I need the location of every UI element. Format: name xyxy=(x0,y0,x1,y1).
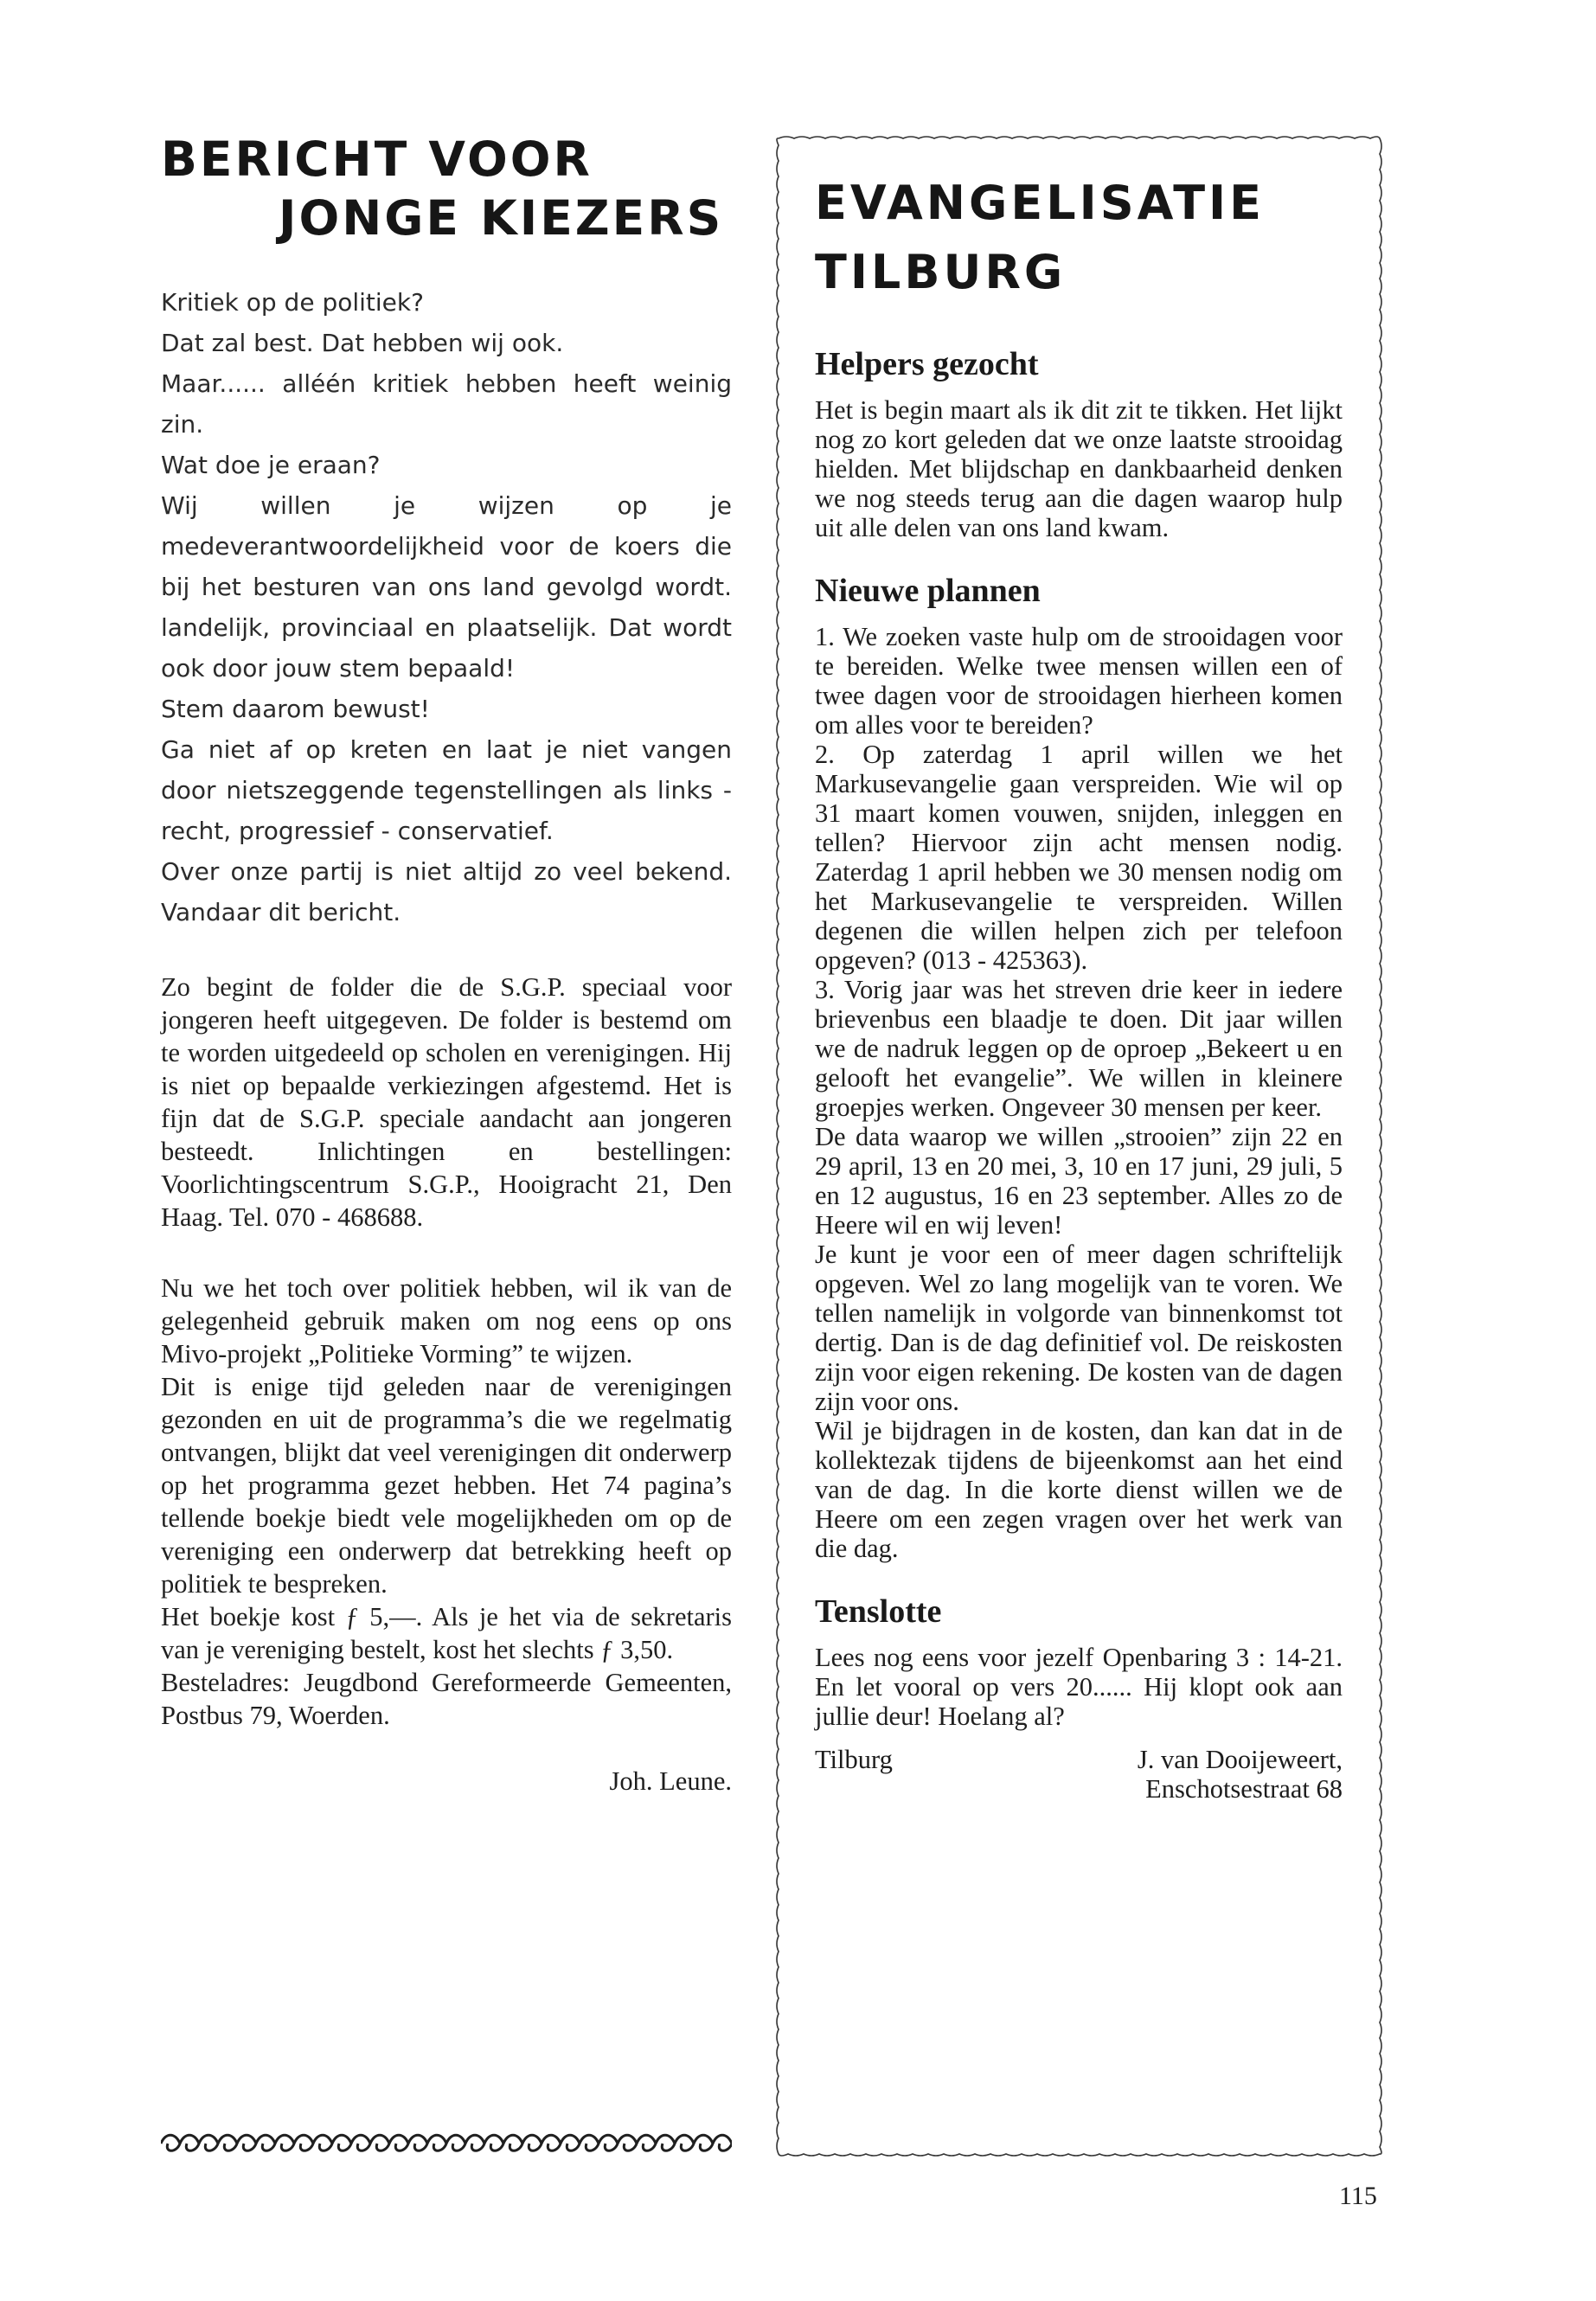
closing-paragraph: Lees nog eens voor jezelf Openbaring 3 : 14-21. En let vooral op vers 20...... Hij klopt ook aan jullie deur! Hoelang al? xyxy=(815,1643,1343,1731)
right-article xyxy=(770,130,1388,2163)
mivo-paragraph: Besteladres: Jeugdbond Gereformeerde Gemeenten, Postbus 79, Woerden. xyxy=(161,1668,732,1730)
intro-paragraph: Maar...... alléén kritiek hebben heeft weinig zin. xyxy=(161,369,732,439)
folder-info xyxy=(161,971,732,1234)
mivo-project xyxy=(161,1272,732,1732)
right-title-line2: TILBURG xyxy=(815,245,1067,299)
left-title-line2: JONGE KIEZERS xyxy=(279,190,724,246)
wave-divider-ornament xyxy=(161,2132,732,2155)
section-helpers xyxy=(815,395,1343,542)
signature-place: Tilburg xyxy=(815,1745,893,1774)
left-article xyxy=(161,130,732,1797)
helpers-paragraph: Het is begin maart als ik dit zit te tikken. Het lijkt nog zo kort geleden dat we onze laatste strooidag hielden. Met blijdschap en dankbaarheid denken we nog steeds terug aan die dagen waarop hulp uit alle delen van ons land kwam. xyxy=(815,395,1343,542)
mivo-paragraph: Nu we het toch over politiek hebben, wil ik van de gelegenheid gebruik maken om nog eens op ons Mivo-projekt „Politieke Vorming” te wijzen. xyxy=(161,1273,732,1368)
plans-paragraph: De data waarop we willen „strooien” zijn 22 en 29 april, 13 en 20 mei, 3, 10 en 17 juni, 29 juli, 5 en 12 augustus, 16 en 23 september. Alles zo de Heere wil en wij leven! xyxy=(815,1122,1343,1240)
right-article-title xyxy=(815,169,1343,307)
signature-author xyxy=(1138,1745,1343,1804)
plans-paragraph: Wil je bijdragen in de kosten, dan kan dat in de kollektezak tijdens de bijeenkomst aan het eind van de dag. In die korte dienst willen we de Heere om een zegen vragen over het werk van die dag. xyxy=(815,1416,1343,1563)
intro-paragraph: Ga niet af op kreten en laat je niet vangen door nietszeggende tegenstellingen als links - recht, progressief - conservatief. xyxy=(161,735,732,845)
plans-paragraph: 2. Op zaterdag 1 april willen we het Markusevangelie gaan verspreiden. Wie wil op 31 maart komen vouwen, snijden, inleggen en tellen? Hiervoor zijn acht mensen nodig. Zaterdag 1 april hebben we 30 mensen nodig om het Markusevangelie te verspreiden. Willen degenen die willen helpen zich per telefoon opgeven? (013 - 425363). xyxy=(815,740,1343,975)
page-number: 115 xyxy=(1339,2182,1377,2210)
section-plans xyxy=(815,622,1343,1563)
intro-paragraph: Stem daarom bewust! xyxy=(161,695,430,723)
right-signature xyxy=(815,1745,1343,1804)
section-closing xyxy=(815,1643,1343,1731)
left-signature: Joh. Leune. xyxy=(609,1766,732,1796)
signer-address: Enschotsestraat 68 xyxy=(1145,1774,1343,1804)
section-heading-plans: Nieuwe plannen xyxy=(815,573,1041,609)
left-intro xyxy=(161,282,732,933)
plans-paragraph: 1. We zoeken vaste hulp om de strooidagen voor te bereiden. Welke twee mensen willen een of twee dagen voor de strooidagen hierheen komen om alles voor te bereiden? xyxy=(815,622,1343,740)
mivo-paragraph: Het boekje kost ƒ 5,—. Als je het via de sekretaris van je vereniging bestelt, kost het slechts ƒ 3,50. xyxy=(161,1602,732,1664)
signer-name: J. van Dooijeweert, xyxy=(1137,1745,1343,1774)
mivo-paragraph: Dit is enige tijd geleden naar de verenigingen gezonden en uit de programma’s die we regelmatig ontvangen, blijkt dat veel verenigingen dit onderwerp op het programma gezet hebben. Het 74 pagina’s tellende boekje biedt vele mogelijkheden om op de vereniging een onderwerp dat betrekking heeft op politiek te bespreken. xyxy=(161,1372,732,1599)
left-article-title xyxy=(161,130,732,247)
section-heading-closing: Tenslotte xyxy=(815,1593,942,1630)
plans-paragraph: 3. Vorig jaar was het streven drie keer in iedere brievenbus een blaadje te doen. Dit jaar willen we de nadruk leggen op de oproep „Bekeert u en gelooft het evangelie”. We willen in kleinere groepjes werken. Ongeveer 30 mensen per keer. xyxy=(815,975,1343,1122)
folder-paragraph: Zo begint de folder die de S.G.P. speciaal voor jongeren heeft uitgegeven. De folder is bestemd om te worden uitgedeeld op scholen en verenigingen. Hij is niet op bepaalde verkiezingen afgestemd. Het is fijn dat de S.G.P. speciale aandacht aan jongeren besteedt. Inlichtingen en bestellingen: Voorlichtingscentrum S.G.P., Hooigracht 21, Den Haag. Tel. 070 - 468688. xyxy=(161,972,732,1232)
section-heading-helpers: Helpers gezocht xyxy=(815,346,1039,382)
intro-paragraph: Over onze partij is niet altijd zo veel bekend. Vandaar dit bericht. xyxy=(161,857,732,926)
intro-paragraph: Wat doe je eraan? xyxy=(161,451,381,479)
right-article-content xyxy=(815,169,1343,1804)
plans-paragraph: Je kunt je voor een of meer dagen schriftelijk opgeven. Wel zo lang mogelijk van te voren. We tellen namelijk in volgorde van binnenkomst tot dertig. Dan is de dag definitief vol. De reiskosten zijn voor eigen rekening. De kosten van de dagen zijn voor ons. xyxy=(815,1240,1343,1416)
intro-paragraph: Wij willen je wijzen op je medeverantwoordelijkheid voor de koers die bij het besturen van ons land gevolgd wordt. landelijk, provinciaal en plaatselijk. Dat wordt ook door jouw stem bepaald! xyxy=(161,491,732,683)
left-title-line1: BERICHT VOOR xyxy=(161,131,593,187)
intro-paragraph: Dat zal best. Dat hebben wij ook. xyxy=(161,329,564,357)
intro-paragraph: Kritiek op de politiek? xyxy=(161,288,424,317)
right-title-line1: EVANGELISATIE xyxy=(815,176,1266,230)
